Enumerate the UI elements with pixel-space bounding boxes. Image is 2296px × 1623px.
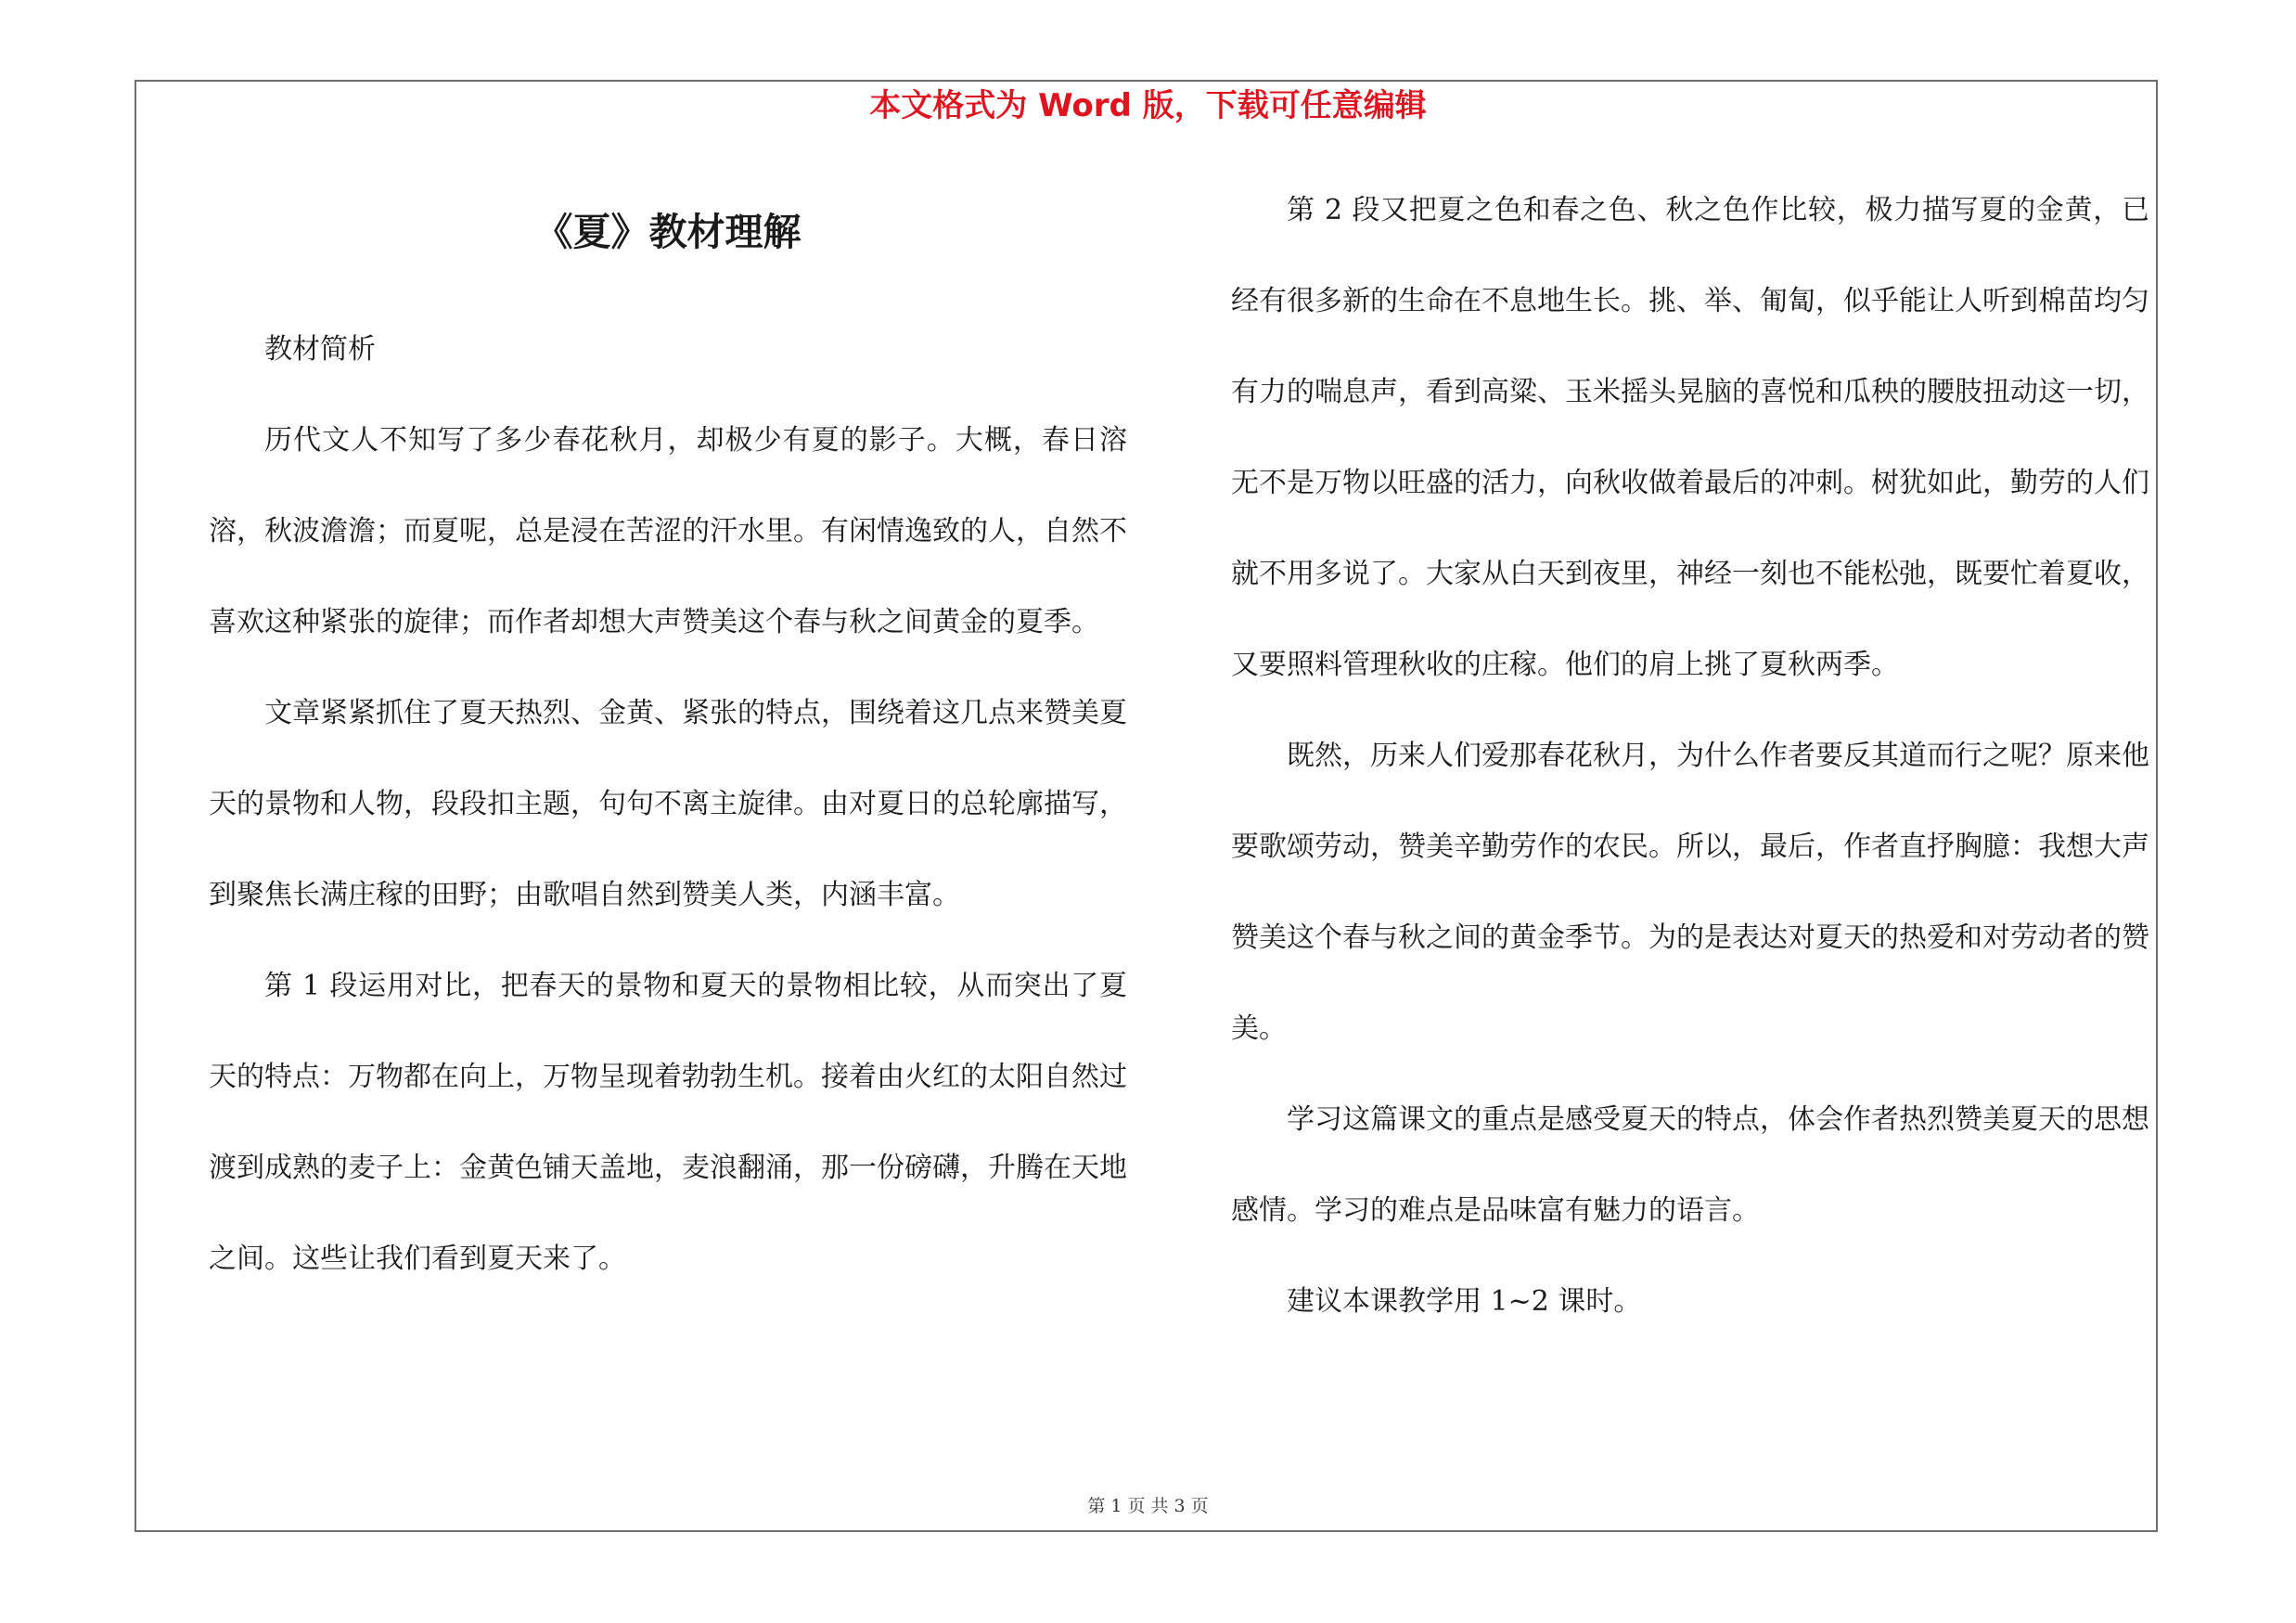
paragraph: 既然，历来人们爱那春花秋月，为什么作者要反其道而行之呢？原来他要歌颂劳动，赞美辛勤劳作的农民。所以，最后，作者直抒胸臆：我想大声赞美这个春与秋之间的黄金季节。为的是表达对夏天的热爱和对劳动者的赞美。 xyxy=(1231,740,2149,1045)
right-column xyxy=(1231,165,2149,1347)
section-heading: 教材简析 xyxy=(264,333,376,366)
page-number-footer: 第 1 页 共 3 页 xyxy=(1087,1496,1209,1516)
paragraph: 第 1 段运用对比，把春天的景物和夏天的景物相比较，从而突出了夏天的特点：万物都在向上，万物呈现着勃勃生机。接着由火红的太阳自然过渡到成熟的麦子上：金黄色铺天盖地，麦浪翻涌，那一份磅礴，升腾在天地之间。这些让我们看到夏天来了。 xyxy=(209,970,1127,1275)
paragraph: 第 2 段又把夏之色和春之色、秋之色作比较，极力描写夏的金黄，已经有很多新的生命在不息地生长。挑、举、匍匐，似乎能让人听到棉苗均匀有力的喘息声，看到高粱、玉米摇头晃脑的喜悦和瓜秧的腰肢扭动这一切，无不是万物以旺盛的活力，向秋收做着最后的冲刺。树犹如此，勤劳的人们就不用多说了。大家从白天到夜里，神经一刻也不能松弛，既要忙着夏收，又要照料管理秋收的庄稼。他们的肩上挑了夏秋两季。 xyxy=(1231,194,2149,681)
format-banner: 本文格式为 Word 版，下载可任意编辑 xyxy=(869,87,1427,124)
paragraph: 文章紧紧抓住了夏天热烈、金黄、紧张的特点，围绕着这几点来赞美夏天的景物和人物，段段扣主题，句句不离主旋律。由对夏日的总轮廓描写，到聚焦长满庄稼的田野；由歌唱自然到赞美人类，内涵丰富。 xyxy=(209,697,1127,911)
paragraph: 历代文人不知写了多少春花秋月，却极少有夏的影子。大概，春日溶溶，秋波澹澹；而夏呢，总是浸在苦涩的汗水里。有闲情逸致的人，自然不喜欢这种紧张的旋律；而作者却想大声赞美这个春与秋之间黄金的夏季。 xyxy=(209,424,1127,638)
document-title: 《夏》教材理解 xyxy=(534,210,802,254)
left-column xyxy=(209,304,1127,1305)
paragraph: 学习这篇课文的重点是感受夏天的特点，体会作者热烈赞美夏天的思想感情。学习的难点是品味富有魅力的语言。 xyxy=(1231,1103,2149,1227)
paragraph: 建议本课教学用 1~2 课时。 xyxy=(1287,1285,1642,1318)
